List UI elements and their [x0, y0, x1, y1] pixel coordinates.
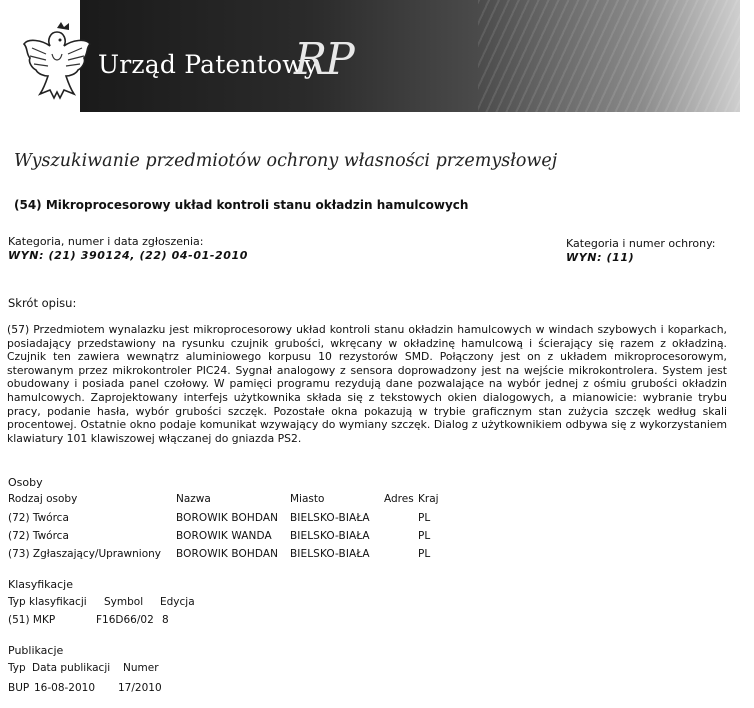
publication-header-type: Typ: [8, 662, 26, 674]
protection-category-value: WYN: (11): [566, 251, 635, 264]
table-row-name: BOROWIK BOHDAN: [176, 512, 279, 524]
persons-header-city: Miasto: [290, 493, 325, 505]
table-row-date: 16-08-2010: [34, 682, 96, 694]
table-row-number: 17/2010: [118, 682, 162, 694]
application-category-label: Kategoria, numer i data zgłoszenia:: [8, 235, 204, 248]
publication-label: Publikacje: [8, 644, 64, 657]
classification-header-edition: Edycja: [160, 596, 195, 608]
persons-label: Osoby: [8, 476, 43, 489]
protection-category-label: Kategoria i numer ochrony:: [566, 237, 716, 250]
page-title: Wyszukiwanie przedmiotów ochrony własności przemysłowej: [14, 151, 558, 171]
polish-eagle-icon: [20, 14, 94, 102]
table-row-city: BIELSKO-BIAŁA: [290, 530, 370, 542]
table-row-type: BUP: [8, 682, 30, 694]
table-row-edition: 8: [162, 614, 169, 626]
header-banner: [8, 0, 740, 112]
table-row-type: (73) Zgłaszający/Uprawniony: [8, 548, 162, 560]
banner-title: Urząd Patentowy: [98, 50, 319, 79]
classification-label: Klasyfikacje: [8, 578, 73, 591]
table-row-city: BIELSKO-BIAŁA: [290, 548, 370, 560]
persons-header-country: Kraj: [418, 493, 439, 505]
banner-monogram: RP: [294, 34, 353, 85]
abstract-label: Skrót opisu:: [8, 296, 77, 310]
table-row-symbol: F16D66/02: [96, 614, 154, 626]
table-row-type: (51) MKP: [8, 614, 56, 626]
table-row-country: PL: [418, 548, 431, 560]
banner-texture: [478, 0, 740, 112]
table-row-country: PL: [418, 530, 431, 542]
publication-header-number: Numer: [123, 662, 159, 674]
table-row-city: BIELSKO-BIAŁA: [290, 512, 370, 524]
table-row-name: BOROWIK BOHDAN: [176, 548, 279, 560]
application-category: [8, 235, 248, 262]
abstract-text: (57) Przedmiotem wynalazku jest mikroprocesorowy układ kontroli stanu okładzin hamulcowych w windach szybowych i koparkach, posiadający przedstawiony na rysunku czujnik grubości, wkręcany w okładzinę hamulcową i ścierający się razem z okładziną. Czujnik ten zawiera wewnątrz aluminiowego korpusu 10 rezystorów SMD. Połączony jest on z układem mikroprocesorowym, sterowanym przez mikrokontroler PIC24. Sygnał analogowy z sensora doprowadzony jest na wejście mikrokontrolera. System jest obudowany i posiada panel czołowy. W pamięci programu rezydują dane pozwalające na wybór jednej z ośmiu grubości okładzin hamulcowych. Zaprojektowany interfejs użytkownika składa się z tekstowych okien dialogowych, a mianowicie: wybranie trybu pracy, podanie hasła, wybór grubości szczęk. Pozostałe okna pokazują w trybie graficznym stan zużycia szczęk według skali procentowej. Ostatnie okno podaje komunikat wzywający do wymiany szczęk. Dialog z użytkownikiem odbywa się z wykorzystaniem klawiatury 101 klawiszowej włączanej do gniazda PS2.: [7, 323, 727, 445]
persons-header-name: Nazwa: [176, 493, 211, 505]
publication-section: [8, 644, 268, 700]
table-row-name: BOROWIK WANDA: [176, 530, 272, 542]
table-row-type: (72) Twórca: [8, 530, 69, 542]
publication-header-date: Data publikacji: [32, 662, 111, 674]
persons-section: [8, 476, 468, 566]
classification-header-symbol: Symbol: [104, 596, 144, 608]
persons-header-address: Adres: [384, 493, 414, 505]
document-title: (54) Mikroprocesorowy układ kontroli stanu okładzin hamulcowych: [14, 198, 469, 212]
classification-section: [8, 578, 268, 628]
persons-header-type: Rodzaj osoby: [8, 493, 78, 505]
protection-category: [566, 237, 716, 264]
table-row-country: PL: [418, 512, 431, 524]
table-row-type: (72) Twórca: [8, 512, 69, 524]
application-category-value: WYN: (21) 390124, (22) 04-01-2010: [8, 249, 249, 262]
classification-header-type: Typ klasyfikacji: [8, 596, 87, 608]
